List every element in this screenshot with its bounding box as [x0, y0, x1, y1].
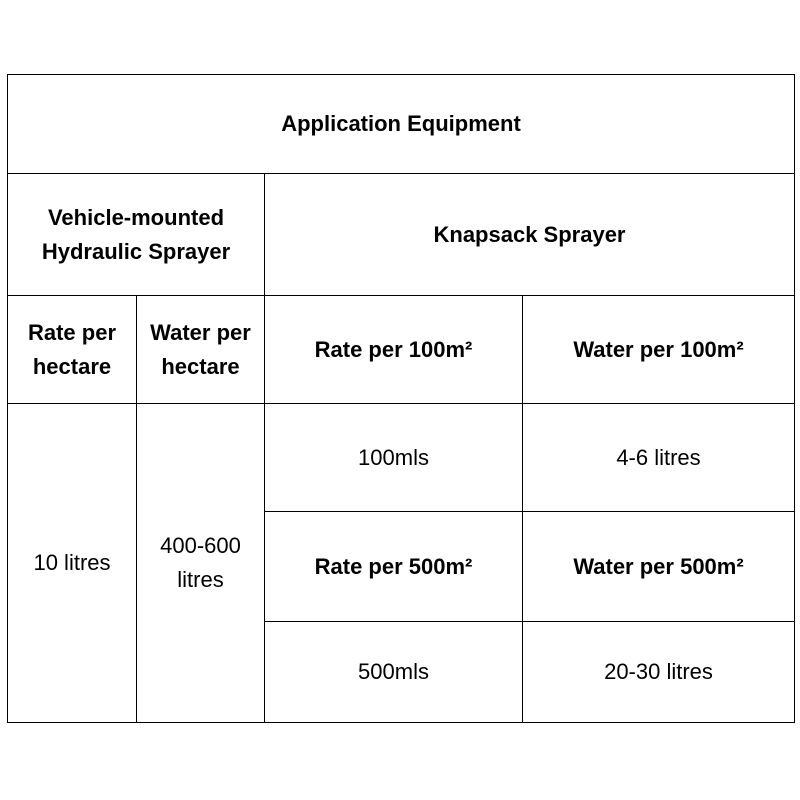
water-per-hectare-value: 400-600 litres [137, 404, 265, 723]
rate-per-500m2-value: 500mls [265, 622, 523, 723]
rate-per-hectare-header: Rate per hectare [8, 296, 137, 404]
application-equipment-table [7, 74, 795, 723]
title-row [8, 75, 795, 174]
table-title: Application Equipment [8, 75, 795, 174]
water-per-500m2-header: Water per 500m² [523, 512, 795, 622]
table-row [8, 404, 795, 512]
group-header-row [8, 174, 795, 296]
rate-per-100m2-value: 100mls [265, 404, 523, 512]
column-header-row [8, 296, 795, 404]
vehicle-sprayer-header: Vehicle-mounted Hydraulic Sprayer [8, 174, 265, 296]
water-per-100m2-header: Water per 100m² [523, 296, 795, 404]
water-per-500m2-value: 20-30 litres [523, 622, 795, 723]
rate-per-hectare-value: 10 litres [8, 404, 137, 723]
rate-per-500m2-header: Rate per 500m² [265, 512, 523, 622]
rate-per-100m2-header: Rate per 100m² [265, 296, 523, 404]
knapsack-sprayer-header: Knapsack Sprayer [265, 174, 795, 296]
water-per-hectare-header: Water per hectare [137, 296, 265, 404]
water-per-100m2-value: 4-6 litres [523, 404, 795, 512]
